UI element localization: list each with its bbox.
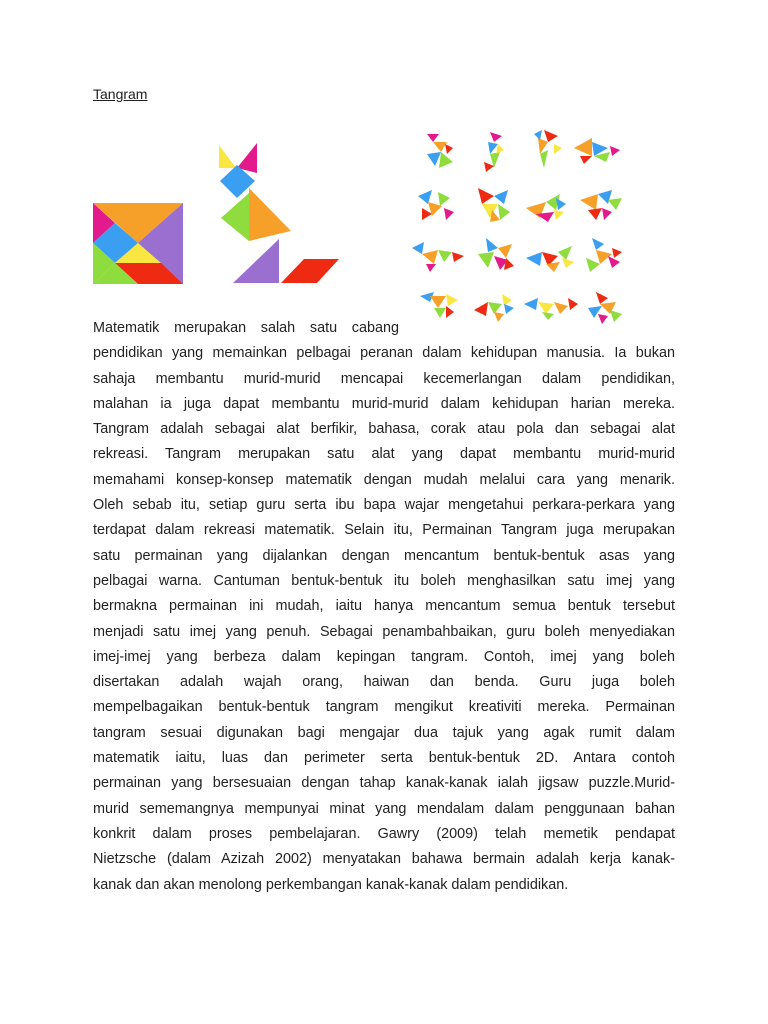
- tangram-piece: [452, 252, 464, 262]
- tangram-piece: [494, 190, 508, 204]
- tangram-piece: [562, 258, 574, 268]
- tangram-piece: [502, 294, 512, 306]
- tangram-figure: [526, 194, 566, 222]
- tangram-piece: [490, 132, 502, 142]
- tangram-figure: [586, 238, 622, 272]
- paragraph-line: mempelbagaikan bentuk-bentuk tangram mengikut kreativiti mereka. Permainan: [93, 699, 675, 716]
- tangram-piece: [554, 302, 568, 314]
- paragraph-line: kanak dan akan menolong perkembangan kanak-kanak dalam pendidikan.: [93, 876, 569, 893]
- tangram-figure: [580, 190, 622, 220]
- tangram-piece: [612, 248, 622, 258]
- paragraph-line: pendidikan yang memainkan pelbagai peranan dalam kehidupan manusia. Ia bukan: [93, 345, 675, 362]
- tangram-piece: [438, 192, 450, 206]
- body-paragraph: [93, 316, 675, 898]
- tangram-piece: [486, 238, 498, 252]
- tangram-piece: [544, 130, 558, 142]
- tangram-piece: [538, 302, 554, 314]
- paragraph-line: murid sememangnya mempunyai minat yang mendalam dalam penggunaan bahan: [93, 800, 675, 817]
- tangram-piece: [249, 188, 291, 241]
- tangram-piece: [433, 142, 447, 152]
- tangram-piece: [554, 210, 564, 220]
- tangram-piece: [574, 138, 592, 156]
- paragraph-line: konkrit dalam proses pembelajaran. Gawry (2009) telah memetik pendapat: [93, 825, 675, 842]
- tangram-piece: [498, 244, 512, 258]
- tangram-cat-image: [219, 143, 341, 285]
- tangram-piece: [444, 208, 454, 220]
- tangram-figure: [427, 134, 453, 168]
- tangram-piece: [281, 259, 339, 283]
- tangram-piece: [610, 146, 620, 156]
- tangram-piece: [558, 246, 572, 260]
- tangram-figure: [534, 130, 562, 168]
- tangram-piece: [608, 198, 622, 210]
- tangram-shapes-grid-image: [412, 124, 628, 324]
- tangram-piece: [556, 198, 566, 210]
- tangram-piece: [412, 242, 424, 254]
- tangram-piece: [554, 144, 562, 154]
- tangram-piece: [540, 150, 548, 168]
- tangram-piece: [498, 204, 510, 220]
- tangram-figure: [412, 242, 464, 272]
- tangram-piece: [445, 144, 453, 154]
- paragraph-line: menjadi satu imej yang penuh. Sebagai penambahbaikan, guru boleh menyediakan: [93, 623, 675, 640]
- tangram-piece: [430, 296, 446, 308]
- paragraph-line: pelbagai warna. Cantuman bentuk-bentuk itu boleh menghasilkan satu imej yang: [93, 572, 675, 589]
- tangram-figure: [484, 132, 504, 172]
- paragraph-line: malahan ia juga dapat membantu murid-murid dalam kehidupan harian mereka.: [93, 395, 675, 412]
- tangram-piece: [592, 238, 604, 250]
- tangram-piece: [526, 252, 542, 266]
- paragraph-line: Oleh sebab itu, setiap guru serta ibu bapa wajar mengetahui perkara-perkara yang: [93, 497, 675, 514]
- paragraph-line: permainan yang bersesuaian dengan tahap kanak-kanak ialah jigsaw puzzle.Murid-: [93, 775, 675, 792]
- tangram-piece: [568, 298, 578, 310]
- tangram-piece: [422, 250, 438, 264]
- paragraph-line: rekreasi. Tangram merupakan satu alat yang dapat membantu murid-murid: [93, 446, 675, 463]
- tangram-piece: [427, 152, 441, 166]
- tangram-piece: [524, 298, 538, 310]
- paragraph-line: matematik iaitu, luas dan perimeter serta bentuk-bentuk 2D. Antara contoh: [93, 750, 675, 767]
- page-title: Tangram: [93, 86, 148, 102]
- tangram-piece: [496, 144, 504, 154]
- tangram-piece: [427, 134, 439, 142]
- tangram-piece: [534, 130, 542, 140]
- tangram-piece: [478, 252, 494, 268]
- tangram-piece: [426, 264, 436, 272]
- tangram-piece: [596, 292, 608, 304]
- tangram-piece: [580, 194, 598, 210]
- paragraph-line: bermakna permainan ini mudah, iaitu hanya mencantum semua bentuk tersebut: [93, 598, 675, 615]
- tangram-piece: [446, 294, 458, 306]
- paragraph-line: satu permainan yang dijalankan dengan mencantum bentuk-bentuk asas yang: [93, 547, 675, 564]
- tangram-figure: [420, 292, 458, 318]
- paragraph-line: Nietzsche (dalam Azizah 2002) menyatakan bahawa bermain adalah kerja kanak-: [93, 851, 675, 868]
- tangram-piece: [484, 162, 494, 172]
- tangram-figure: [574, 138, 620, 164]
- paragraph-line: sahaja membantu murid-murid mencapai kecemerlangan dalam pendidikan,: [93, 370, 675, 387]
- tangram-piece: [438, 250, 452, 262]
- paragraph-line: Matematik merupakan salah satu cabang: [93, 320, 399, 336]
- paragraph-line: disertakan adalah wajah orang, haiwan dan benda. Guru juga boleh: [93, 674, 675, 691]
- tangram-piece: [478, 188, 494, 204]
- tangram-piece: [439, 152, 453, 168]
- tangram-figure: [418, 190, 454, 220]
- paragraph-line: Tangram adalah sebagai alat berfikir, bahasa, corak atau pola dan sebagai alat: [93, 421, 675, 438]
- paragraph-line: tangram sesuai digunakan bagi mengajar dua tajuk yang agak rumit dalam: [93, 724, 675, 741]
- tangram-piece: [602, 208, 612, 220]
- tangram-figure: [478, 238, 514, 270]
- tangram-piece: [580, 156, 592, 164]
- tangram-piece: [233, 239, 279, 283]
- tangram-piece: [474, 302, 488, 316]
- paragraph-line: terdapat dalam rekreasi matematik. Selain itu, Permainan Tangram juga merupakan: [93, 522, 675, 539]
- paragraph-line: imej-imej yang berbeza dalam kepingan tangram. Contoh, imej yang boleh: [93, 648, 675, 665]
- tangram-piece: [221, 193, 249, 241]
- tangram-piece: [588, 208, 602, 220]
- paragraph-line: memahami konsep-konsep matematik dengan mudah melalui cara yang menarik.: [93, 471, 675, 488]
- tangram-figure: [526, 246, 574, 272]
- tangram-piece: [219, 145, 236, 168]
- tangram-piece: [504, 304, 514, 314]
- tangram-piece: [586, 258, 600, 272]
- tangram-figure: [478, 188, 510, 222]
- tangram-piece: [418, 190, 432, 204]
- tangram-square-image: [93, 203, 183, 284]
